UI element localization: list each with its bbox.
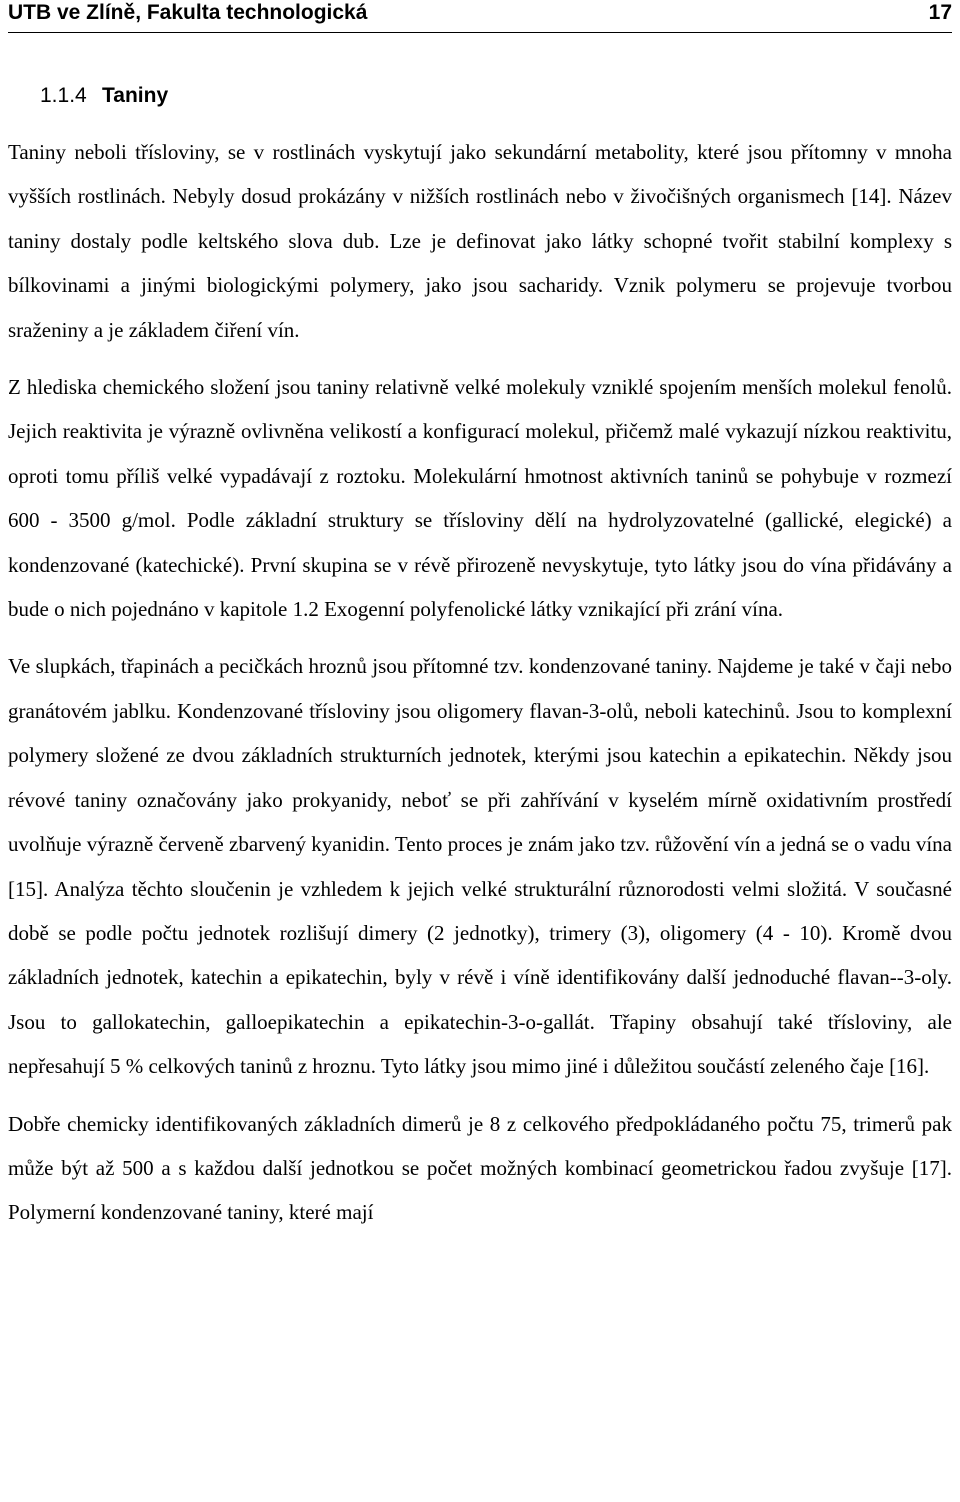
header-title: UTB ve Zlíně, Fakulta technologická bbox=[8, 1, 368, 24]
paragraph: Ve slupkách, třapinách a pecičkách hroznů jsou přítomné tzv. kondenzované taniny. Najdeme je také v čaji nebo granátovém jablku. Kondenzované třísloviny jsou oligomery flavan-3-olů, neboli katechinů. Jsou to komplexní polymery složené ze dvou základních strukturních jednotek, kterými jsou katechin a epikatechin. Někdy jsou révové taniny označovány jako prokyanidy, neboť se při zahřívání v kyselém mírně oxidativním prostředí uvolňuje výrazně červeně zbarvený kyanidin. Tento proces je znám jako tzv. růžovění vín a jedná se o vadu vína [15]. Analýza těchto sloučenin je vzhledem k jejich velké strukturální různorodosti velmi složitá. V současné době se podle počtu jednotek rozlišují dimery (2 jednotky), trimery (3), oligomery (4 - 10). Kromě dvou základních jednotek, katechin a epikatechin, byly v révě i víně identifikovány další jednoduché flavan--3-oly. Jsou to gallokatechin, galloepikatechin a epikatechin-3-o-gallát. Třapiny obsahují také třísloviny, ale nepřesahují 5 % celkových taninů z hroznu. Tyto látky jsou mimo jiné i důležitou součástí zeleného čaje [16]. bbox=[8, 654, 952, 1079]
paragraph: Taniny neboli třísloviny, se v rostlinách vyskytují jako sekundární metabolity, které jsou přítomny v mnoha vyšších rostlinách. Nebyly dosud prokázány v nižších rostlinách nebo v živočišných organismech [14]. Název taniny dostaly podle keltského slova dub. Lze je definovat jako látky schopné tvořit stabilní komplexy s bílkovinami a jinými biologickými polymery, jako jsou sacharidy. Vznik polymeru se projevuje tvorbou sraženiny a je základem čiření vín. bbox=[8, 140, 952, 342]
page-number: 17 bbox=[928, 1, 952, 24]
paragraph: Dobře chemicky identifikovaných základních dimerů je 8 z celkového předpokládaného počtu 75, trimerů pak může být až 500 a s každou další jednotkou se počet možných kombinací geometrickou řadou zvyšuje [17]. Polymerní kondenzované taniny, které mají bbox=[8, 1111, 952, 1225]
section-heading bbox=[40, 82, 168, 110]
body-text bbox=[8, 130, 952, 1248]
section-number: 1.1.4 bbox=[40, 84, 87, 107]
running-header bbox=[8, 0, 952, 33]
paragraph: Z hlediska chemického složení jsou taniny relativně velké molekuly vzniklé spojením menších molekul fenolů. Jejich reaktivita je výrazně ovlivněna velikostí a konfigurací molekul, přičemž malé vykazují nízkou reaktivitu, oproti tomu příliš velké vypadávají z roztoku. Molekulární hmotnost aktivních taninů se pohybuje v rozmezí 600 - 3500 g/mol. Podle základní struktury se třísloviny dělí na hydrolyzovatelné (gallické, elegické) a kondenzované (katechické). První skupina se v révě přirozeně nevyskytuje, tyto látky jsou do vína přidávány a bude o nich pojednáno v kapitole 1.2 Exogenní polyfenolické látky vznikající při zrání vína. bbox=[8, 375, 952, 622]
section-title: Taniny bbox=[102, 84, 169, 107]
